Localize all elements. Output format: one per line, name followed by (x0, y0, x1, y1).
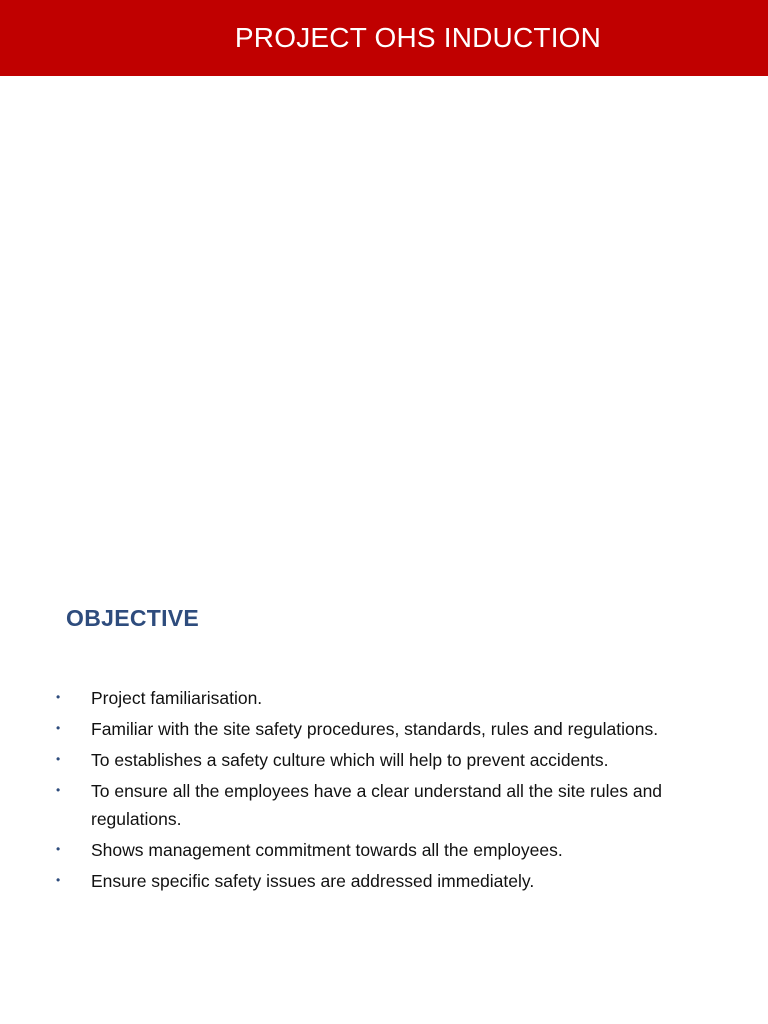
bullet-icon: • (56, 721, 61, 735)
list-item-text: Familiar with the site safety procedures, standards, rules and regulations. (91, 719, 659, 739)
bullet-icon: • (56, 783, 61, 797)
bullet-icon: • (56, 690, 61, 704)
list-item (56, 777, 716, 833)
objective-list (56, 684, 716, 898)
list-item-text: To ensure all the employees have a clear understand all the site rules and regulations. (91, 781, 663, 829)
title-banner (0, 0, 768, 76)
bullet-icon: • (56, 842, 61, 856)
bullet-icon: • (56, 752, 61, 766)
page-title: PROJECT OHS INDUCTION (234, 22, 602, 53)
objective-heading: OBJECTIVE (66, 605, 200, 631)
list-item (56, 867, 716, 895)
list-item-text: Project familiarisation. (91, 688, 263, 708)
list-item (56, 746, 716, 774)
list-item (56, 836, 716, 864)
list-item-text: Ensure specific safety issues are addressed immediately. (91, 871, 535, 891)
list-item-text: To establishes a safety culture which will help to prevent accidents. (91, 750, 609, 770)
list-item (56, 684, 716, 712)
list-item-text: Shows management commitment towards all the employees. (91, 840, 563, 860)
bullet-icon: • (56, 873, 61, 887)
list-item (56, 715, 716, 743)
